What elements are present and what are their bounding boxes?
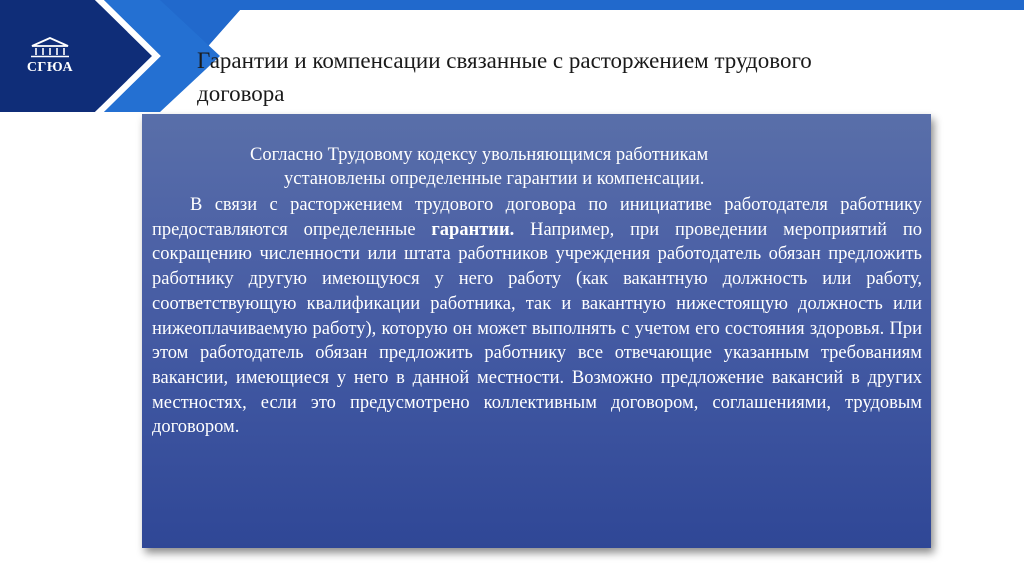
page-title: Гарантии и компенсации связанные с расторжением трудового договора xyxy=(197,48,812,106)
paragraph-text-rest: Например, при проведении мероприятий по сокращению численности или штата работников учреждения работодатель обязан предложить работнику другую имеющуюся у него работу (как вакантную должность или работу, соответствующую квалификации работника, так и вакантную нижестоящую должность или нижеоплачиваемую работу), которую он может выполнять с учетом его состояния здоровья. При этом работодатель обязан предложить работнику все отвечающие указанным требованиям вакансии, имеющиеся у него в данной местности. Возможно предложение вакансий в других местностях, если это предусмотрено коллективным договором, соглашениями, трудовым договором. xyxy=(152,219,922,438)
logo-text: СГЮА xyxy=(26,60,74,75)
main-paragraph xyxy=(152,193,922,440)
intro-line-1: Согласно Трудовому кодексу увольняющимся работникам xyxy=(250,145,709,165)
logo xyxy=(0,0,100,112)
university-building-icon xyxy=(26,36,74,58)
paragraph-text-start: В связи с расторжением трудового договора по инициативе работодателя работнику предоставляются определенные xyxy=(152,195,922,240)
intro-text xyxy=(250,143,900,191)
intro-line-2: установлены определенные гарантии и компенсации. xyxy=(284,169,705,189)
paragraph-bold-term: гарантии. xyxy=(431,219,515,240)
